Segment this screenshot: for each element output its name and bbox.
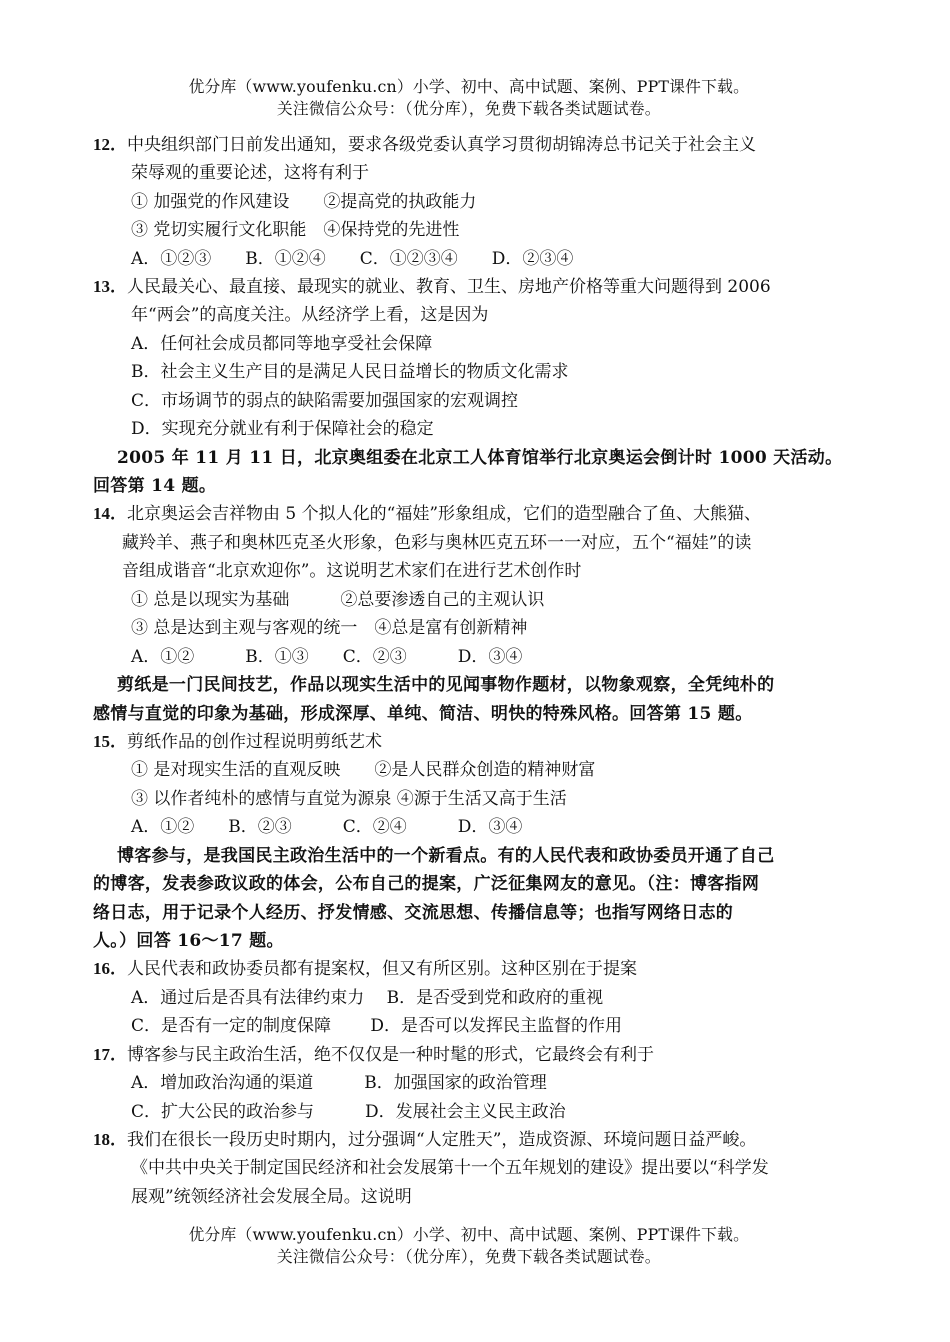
question-number: 16． bbox=[93, 959, 127, 978]
intro-16-line-1: 博客参与，是我国民主政治生活中的一个新看点。有的人民代表和政协委员开通了自己 bbox=[117, 846, 775, 866]
question-12-line-2: 荣辱观的重要论述，这将有利于 bbox=[131, 163, 369, 183]
question-18 bbox=[93, 1129, 756, 1151]
intro-16-line-2: 的博客，发表参政议政的体会，公布自己的提案，广泛征集网友的意见。（注：博客指网 bbox=[93, 874, 760, 894]
question-13-option-d: D．实现充分就业有利于保障社会的稳定 bbox=[131, 419, 434, 439]
question-text: 人民最关心、最直接、最现实的就业、教育、卫生、房地产价格等重大问题得到 2006 bbox=[127, 277, 771, 297]
question-14-options-1: ① 总是以现实为基础 ②总要渗透自己的主观认识 bbox=[131, 590, 545, 610]
question-13-line-2: 年“两会”的高度关注。从经济学上看，这是因为 bbox=[131, 305, 489, 325]
question-number: 17． bbox=[93, 1045, 127, 1064]
question-15-options-2: ③ 以作者纯朴的感情与直觉为源泉 ④源于生活又高于生活 bbox=[131, 789, 567, 809]
question-14-line-3: 音组成谐音“北京欢迎你”。这说明艺术家们在进行艺术创作时 bbox=[122, 561, 582, 581]
question-number: 14． bbox=[93, 504, 127, 523]
footer-line-1: 优分库（www.youfenku.cn）小学、初中、高中试题、案例、PPT课件下载。 bbox=[188, 1225, 750, 1244]
question-15 bbox=[93, 731, 382, 753]
intro-15-line-2: 感情与直觉的印象为基础，形成深厚、单纯、简洁、明快的特殊风格。回答第 15 题。 bbox=[93, 704, 753, 724]
intro-14-line-2: 回答第 14 题。 bbox=[93, 476, 217, 496]
question-number: 15． bbox=[93, 732, 127, 751]
question-12-options-1: ① 加强党的作风建设 ②提高党的执政能力 bbox=[131, 192, 477, 212]
question-15-options-1: ① 是对现实生活的直观反映 ②是人民群众创造的精神财富 bbox=[131, 760, 596, 780]
question-18-line-2: 《中共中央关于制定国民经济和社会发展第十一个五年规划的建设》提出要以“科学发 bbox=[131, 1158, 769, 1178]
header-line-2: 关注微信公众号：（优分库），免费下载各类试题试卷。 bbox=[276, 99, 661, 118]
question-15-answers: A．①② B．②③ C．②④ D．③④ bbox=[131, 817, 523, 837]
question-17-options-2: C．扩大公民的政治参与 D．发展社会主义民主政治 bbox=[131, 1102, 566, 1122]
question-text: 我们在很长一段历史时期内，过分强调“人定胜天”，造成资源、环境问题日益严峻。 bbox=[127, 1130, 757, 1150]
question-text: 剪纸作品的创作过程说明剪纸艺术 bbox=[127, 732, 382, 752]
question-14-answers: A．①② B．①③ C．②③ D．③④ bbox=[131, 647, 523, 667]
question-12 bbox=[93, 134, 756, 156]
question-text: 北京奥运会吉祥物由 5 个拟人化的“福娃”形象组成，它们的造型融合了鱼、大熊猫、 bbox=[127, 504, 762, 524]
question-16-options-1: A．通过后是否具有法律约束力 B．是否受到党和政府的重视 bbox=[131, 988, 604, 1008]
intro-16-line-4: 人。）回答 16～17 题。 bbox=[93, 931, 284, 951]
intro-16-line-3: 络日志，用于记录个人经历、抒发情感、交流思想、传播信息等；也指写网络日志的 bbox=[93, 903, 734, 923]
question-text: 人民代表和政协委员都有提案权，但又有所区别。这种区别在于提案 bbox=[127, 959, 637, 979]
question-number: 12． bbox=[93, 135, 127, 154]
intro-14-line-1: 2005 年 11 月 11 日，北京奥组委在北京工人体育馆举行北京奥运会倒计时 1000 天活动。 bbox=[117, 448, 843, 468]
question-13-option-c: C．市场调节的弱点的缺陷需要加强国家的宏观调控 bbox=[131, 391, 519, 411]
question-17 bbox=[93, 1044, 654, 1066]
footer-line-2: 关注微信公众号：（优分库），免费下载各类试题试卷。 bbox=[276, 1247, 661, 1266]
question-14-options-2: ③ 总是达到主观与客观的统一 ④总是富有创新精神 bbox=[131, 618, 528, 638]
question-12-options-2: ③ 党切实履行文化职能 ④保持党的先进性 bbox=[131, 220, 460, 240]
question-18-line-3: 展观”统领经济社会发展全局。这说明 bbox=[131, 1187, 412, 1207]
question-text: 中央组织部门日前发出通知，要求各级党委认真学习贯彻胡锦涛总书记关于社会主义 bbox=[127, 135, 756, 155]
question-16-options-2: C．是否有一定的制度保障 D．是否可以发挥民主监督的作用 bbox=[131, 1016, 623, 1036]
question-14 bbox=[93, 503, 761, 525]
question-16 bbox=[93, 958, 637, 980]
question-13-option-a: A．任何社会成员都同等地享受社会保障 bbox=[131, 334, 433, 354]
header-line-1: 优分库（www.youfenku.cn）小学、初中、高中试题、案例、PPT课件下载。 bbox=[188, 77, 750, 96]
question-12-answers: A．①②③ B．①②④ C．①②③④ D．②③④ bbox=[131, 249, 574, 269]
question-text: 博客参与民主政治生活，绝不仅仅是一种时髦的形式，它最终会有利于 bbox=[127, 1045, 654, 1065]
question-13 bbox=[93, 276, 771, 298]
question-13-option-b: B．社会主义生产目的是满足人民日益增长的物质文化需求 bbox=[131, 362, 569, 382]
question-number: 18． bbox=[93, 1130, 127, 1149]
intro-15-line-1: 剪纸是一门民间技艺，作品以现实生活中的见闻事物作题材，以物象观察，全凭纯朴的 bbox=[117, 675, 775, 695]
question-17-options-1: A．增加政治沟通的渠道 B．加强国家的政治管理 bbox=[131, 1073, 547, 1093]
question-14-line-2: 藏羚羊、燕子和奥林匹克圣火形象，色彩与奥林匹克五环一一对应，五个“福娃”的读 bbox=[122, 533, 752, 553]
question-number: 13． bbox=[93, 277, 127, 296]
